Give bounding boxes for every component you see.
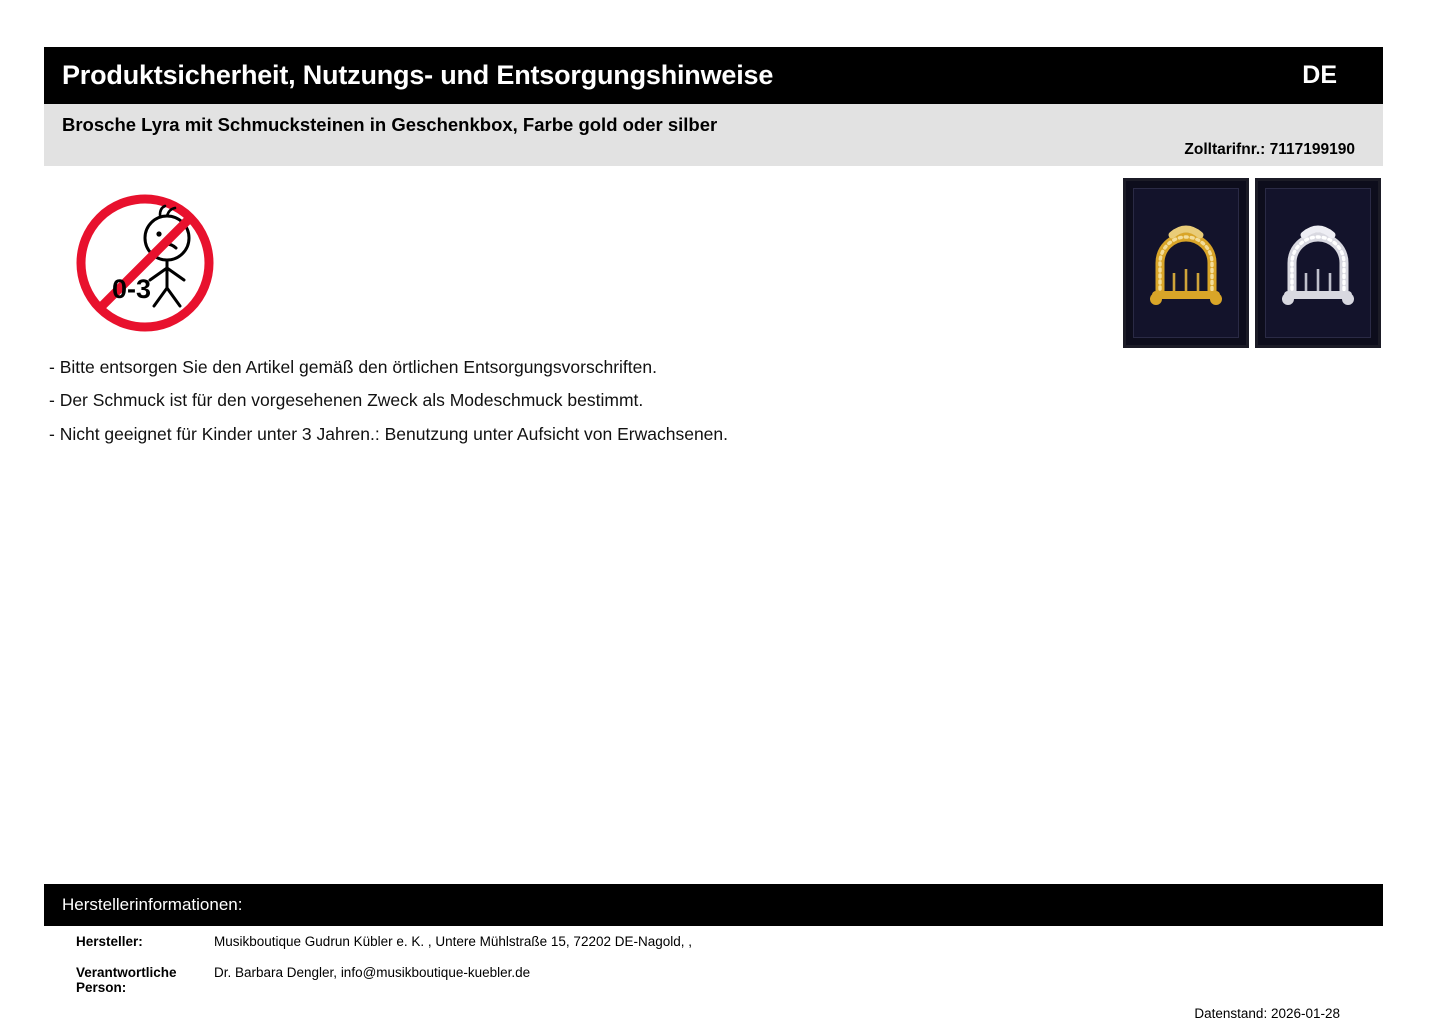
data-status: Datenstand: 2026-01-28 <box>1194 1006 1340 1021</box>
manufacturer-label: Hersteller: <box>76 934 143 949</box>
body-area <box>44 166 1383 1021</box>
responsible-person-value: Dr. Barbara Dengler, info@musikboutique-kuebler.de <box>214 965 531 980</box>
list-item: - Nicht geeignet für Kinder unter 3 Jahren.: Benutzung unter Aufsicht von Erwachsenen. <box>49 423 729 444</box>
product-image-silver <box>1255 178 1381 348</box>
table-row <box>44 965 1383 995</box>
language-code: DE <box>1302 61 1337 89</box>
responsible-person-label: Verantwortliche Person: <box>76 965 177 995</box>
customs-tariff-number: Zolltarifnr.: 7117199190 <box>1184 141 1355 158</box>
product-name: Brosche Lyra mit Schmucksteinen in Geschenkbox, Farbe gold oder silber <box>62 114 718 135</box>
list-item: - Bitte entsorgen Sie den Artikel gemäß den örtlichen Entsorgungsvorschriften. <box>49 357 657 377</box>
manufacturer-details <box>44 934 1383 1011</box>
manufacturer-section-title: Herstellerinformationen: <box>44 884 1383 926</box>
product-images <box>1123 178 1381 348</box>
picto-age-label: 0-3 <box>112 274 152 304</box>
page-title: Produktsicherheit, Nutzungs- und Entsorgungshinweise <box>62 60 774 90</box>
product-safety-sheet <box>44 47 1383 1021</box>
product-image-gold <box>1123 178 1249 348</box>
product-band <box>44 104 1383 166</box>
no-children-under-3-icon <box>70 188 220 338</box>
manufacturer-value: Musikboutique Gudrun Kübler e. K. , Untere Mühlstraße 15, 72202 DE-Nagold, , <box>214 934 693 949</box>
header-bar <box>44 47 1383 104</box>
table-row <box>44 934 1383 949</box>
list-item: - Der Schmuck ist für den vorgesehenen Zweck als Modeschmuck bestimmt. <box>49 390 644 411</box>
instructions-list <box>49 351 1149 451</box>
